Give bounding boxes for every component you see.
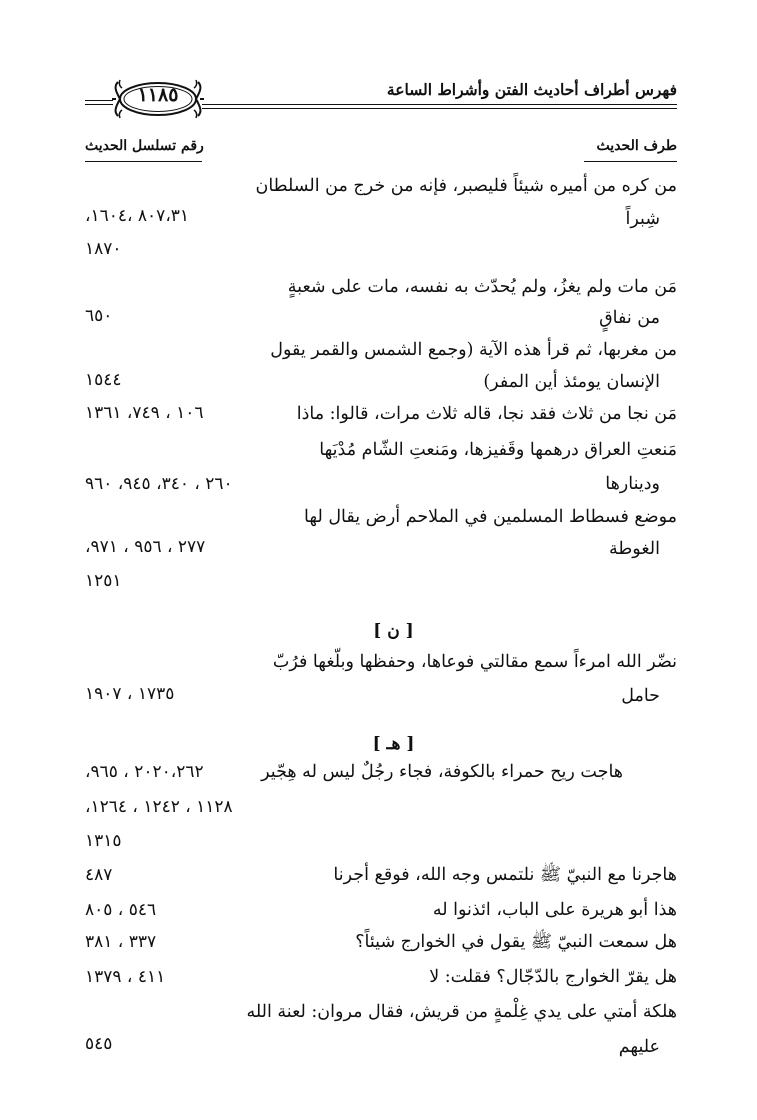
entry-serial-numbers: ١٠٦ ، ٧٤٩، ١٣٦١ xyxy=(85,403,204,423)
entry-text-line: من كره من أميره شيئاً فليصبر، فإنه من خرج من السلطان xyxy=(255,176,677,196)
entry-serial-numbers: ١٧٣٥ ، ١٩٠٧ xyxy=(85,684,175,704)
entry-text-line: حامل xyxy=(621,686,660,706)
entry-text-line: هاجرنا مع النبيّ ﷺ نلتمس وجه الله، فوقع أجرنا xyxy=(333,865,677,885)
entry-serial-numbers: ٤٨٧ xyxy=(85,865,113,885)
section-letter-heading: [ ن ] xyxy=(373,621,414,641)
entry-text-line: هاجت ريح حمراء بالكوفة، فجاء رجُلٌ ليس له هِجّير xyxy=(261,762,623,782)
entry-serial-numbers: ٣٣٧ ، ٣٨١ xyxy=(85,932,157,952)
header-rule xyxy=(202,108,677,109)
entry-serial-numbers: ١١٢٨ ، ١٢٤٢ ، ١٢٦٤، xyxy=(85,797,233,817)
entry-text-line: من نفاقٍ xyxy=(599,308,660,328)
entry-text-line: نضّر الله امرءاً سمع مقالتي فوعاها، وحفظها وبلّغها فرُبّ xyxy=(272,652,677,672)
page-number-badge xyxy=(112,76,204,122)
entry-text-line: مَن مات ولم يغزُ، ولم يُحدّث به نفسه، مات على شعبةٍ xyxy=(287,277,677,297)
entry-serial-numbers: ٨٠٧،٣١ ،١٦٠٤، xyxy=(85,206,190,226)
section-letter-heading: [ هـ ] xyxy=(372,734,415,754)
entry-serial-numbers: ٥٤٥ xyxy=(85,1034,113,1054)
entry-serial-numbers: ١٨٧٠ xyxy=(85,239,122,259)
entry-serial-numbers: ١٢٥١ xyxy=(85,571,122,591)
page-number: ١١٨٥ xyxy=(137,84,179,106)
entry-serial-numbers: ١٣١٥ xyxy=(85,831,122,851)
entry-serial-numbers: ٢٦٠ ، ٣٤٠، ٩٤٥، ٩٦٠ xyxy=(85,474,233,494)
entry-text-line: الإنسان يومئذ أين المفر) xyxy=(483,372,660,392)
entry-serial-numbers: ٢٠٢٠،٢٦٢ ، ٩٦٥، xyxy=(85,762,204,782)
running-title: فهرس أطراف أحاديث الفتن وأشراط الساعة xyxy=(386,80,677,99)
entry-text-line: ودينارها xyxy=(605,474,660,494)
column-header-serial: رقم تسلسل الحديث xyxy=(85,138,204,154)
entry-text-line: هل يقرّ الخوارج بالدّجّال؟ فقلت: لا xyxy=(429,967,677,987)
entry-text-line: عليهم xyxy=(618,1037,660,1057)
entry-serial-numbers: ٥٤٦ ، ٨٠٥ xyxy=(85,900,157,920)
entry-text-line: من مغربها، ثم قرأ هذه الآية (وجمع الشمس والقمر يقول xyxy=(270,340,677,360)
header-rule xyxy=(202,104,677,105)
entry-text-line: هل سمعت النبيّ ﷺ يقول في الخوارج شيئاً؟ xyxy=(355,932,677,952)
entry-serial-numbers: ٢٧٧ ، ٩٥٦ ، ٩٧١، xyxy=(85,537,206,557)
header-rule xyxy=(85,104,113,105)
entry-text-line: شِبراً xyxy=(625,209,660,229)
column-rule xyxy=(584,161,677,162)
column-header-hadith: طرف الحديث xyxy=(596,138,677,154)
entry-text-line: موضع فسطاط المسلمين في الملاحم أرض يقال لها xyxy=(304,507,677,527)
entry-serial-numbers: ٤١١ ، ١٣٧٩ xyxy=(85,967,166,987)
column-rule xyxy=(85,161,202,162)
entry-text-line: هلكة أمتي على يدي غِلْمةٍ من قريش، فقال مروان: لعنة الله xyxy=(246,1002,677,1022)
header-rule xyxy=(85,100,113,101)
entry-text-line: مَن نجا من ثلاث فقد نجا، قاله ثلاث مرات، قالوا: ماذا xyxy=(296,404,677,424)
entry-text-line: الغوطة xyxy=(609,539,660,559)
entry-serial-numbers: ٦٥٠ xyxy=(85,306,113,326)
entry-text-line: هذا أبو هريرة على الباب، ائذنوا له xyxy=(432,900,677,920)
entry-serial-numbers: ١٥٤٤ xyxy=(85,370,122,390)
entry-text-line: مَنعتِ العراق درهمها وقَفيزها، ومَنعتِ الشّام مُدْيَها xyxy=(319,440,677,460)
